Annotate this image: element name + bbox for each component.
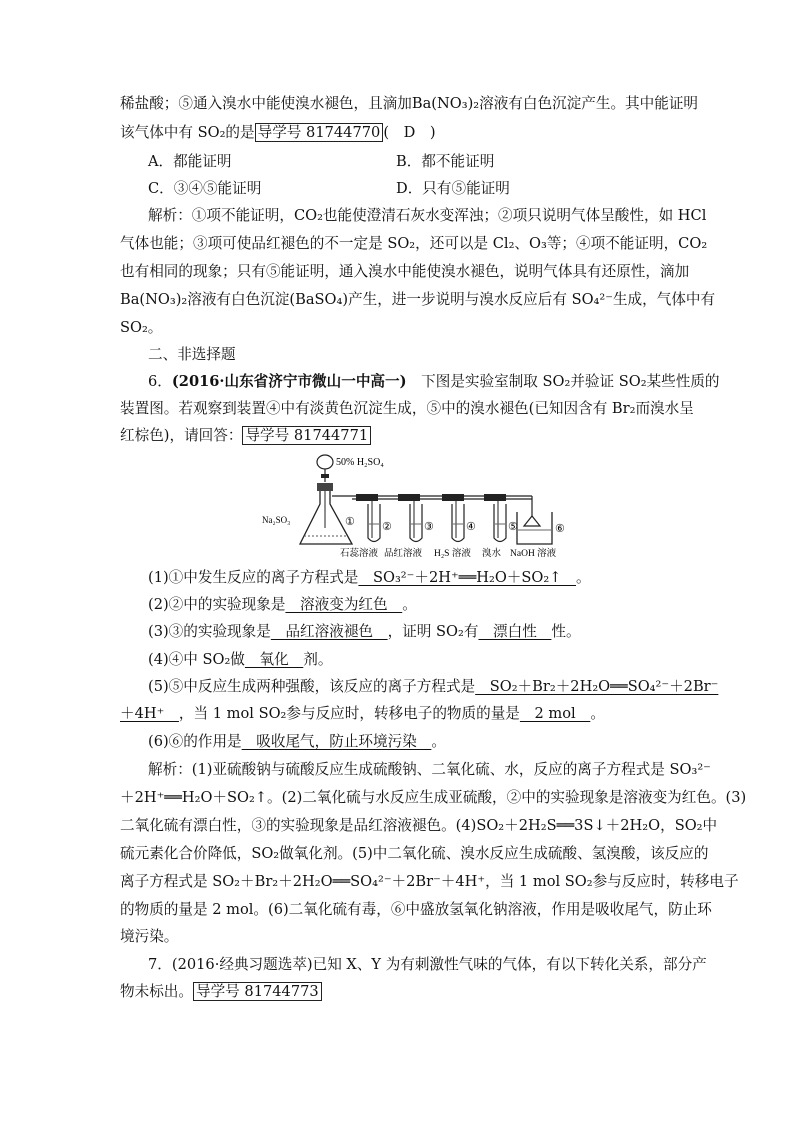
q6-answer-3 <box>148 622 708 642</box>
funnel-stopcock <box>321 474 329 478</box>
q5-option-b: B．都不能证明 <box>396 153 495 170</box>
q5-answer: ( D ) <box>383 124 436 141</box>
q6-answer-1 <box>148 568 708 588</box>
q6-a6-prompt: (6)⑥的作用是 <box>148 733 242 750</box>
q6-a4-prompt: (4)④中 SO₂做 <box>148 651 245 668</box>
q6-answer-5 <box>148 677 719 697</box>
q6-solution-4: 硫元素化合价降低，SO₂做氧化剂。(5)中二氧化硫、溴水反应生成硫酸、氢溴酸，该反应的 <box>120 845 709 862</box>
q6-answer-4 <box>148 650 708 670</box>
q5-solution-4: Ba(NO₃)₂溶液有白色沉淀(BaSO₄)产生，进一步说明与溴水反应后有 SO₄²⁻生成，气体中有 <box>120 291 716 308</box>
q5-option-a: A．都能证明 <box>148 153 232 170</box>
caption-4: 溴水 <box>482 549 502 559</box>
funnel-bulb <box>317 455 333 469</box>
q6-solution-1: 解析：(1)亚硫酸钠与硫酸反应生成硫酸钠、二氧化硫、水，反应的离子方程式是 SO₃²⁻ <box>148 761 711 778</box>
label-1: ① <box>345 516 355 528</box>
q5-solution-1: 解析：①项不能证明，CO₂也能使澄清石灰水变浑浊；②项只说明气体呈酸性，如 HCl <box>148 207 707 224</box>
caption-3: H₂S 溶液 <box>434 549 471 559</box>
q6-a5-prompt: (5)⑤中反应生成两种强酸，该反应的离子方程式是 <box>148 678 476 695</box>
test-tube-4 <box>494 499 506 542</box>
apparatus-diagram <box>262 450 572 560</box>
q6-a3-end: 性。 <box>551 623 581 640</box>
rubber-connector-2 <box>398 494 420 501</box>
q7-line-1: 7．(2016·经典习题选萃)已知 X、Y 为有刺激性气味的气体，有以下转化关系，部分产 <box>148 956 707 973</box>
q5-option-c: C．③④⑤能证明 <box>148 180 262 197</box>
label-2: ② <box>382 521 392 533</box>
q6-solution-6: 的物质的量是 2 mol。(6)二氧化硫有毒，⑥中盛放氢氧化钠溶液，作用是吸收尾气，防止环 <box>120 901 712 918</box>
q6-a3-prompt: (3)③的实验现象是 <box>148 623 271 640</box>
q6-source: (2016·山东省济宁市微山一中高一) <box>171 373 407 390</box>
q6-a3-answer-2: 漂白性 <box>478 623 552 640</box>
q6-a6-end: 。 <box>431 733 446 750</box>
q6-a1-end: 。 <box>576 569 591 586</box>
caption-5: NaOH 溶液 <box>510 549 557 559</box>
q6-a2-end: 。 <box>402 596 417 613</box>
q5-line-2 <box>120 123 680 143</box>
test-tube-2 <box>410 499 422 542</box>
q6-a5-end: 。 <box>590 705 605 722</box>
q6-solution-7: 境污染。 <box>120 928 179 945</box>
label-4: ④ <box>466 521 476 533</box>
flask-stopper <box>317 483 333 491</box>
rubber-connector-4 <box>484 494 506 501</box>
q7-line-2 <box>120 982 680 1002</box>
q6-a5-answer-2: ＋4H⁺ <box>120 705 179 722</box>
label-3: ③ <box>424 521 434 533</box>
q6-a3-answer: 品红溶液褪色 <box>270 623 388 640</box>
test-tube-3 <box>452 499 464 542</box>
q6-line-1 <box>148 372 720 392</box>
q6-a2-answer: 溶液变为红色 <box>285 596 403 613</box>
q6-a5-middle: ，当 1 mol SO₂参与反应时，转移电子的物质的量是 <box>178 705 520 722</box>
label-6: ⑥ <box>555 523 565 535</box>
q5-line-1: 稀盐酸；⑤通入溴水中能使溴水褪色，且滴加Ba(NO₃)₂溶液有白色沉淀产生。其中能证明 <box>120 95 699 112</box>
q6-a4-answer: 氧化 <box>244 651 304 668</box>
q6-a1-answer: SO₃²⁻＋2H⁺══H₂O＋SO₂↑ <box>358 569 577 586</box>
q6-a3-middle: ，证明 SO₂有 <box>387 623 479 640</box>
q6-solution-2: ＋2H⁺══H₂O＋SO₂↑。(2)二氧化硫与水反应生成亚硫酸，②中的实验现象是溶液变为红色。(3) <box>120 789 747 806</box>
q6-number: 6． <box>148 373 172 390</box>
q6-answer-2 <box>148 595 708 615</box>
q6-solution-5: 离子方程式是 SO₂＋Br₂＋2H₂O══SO₄²⁻＋2Br⁻＋4H⁺，当 1 mol SO₂参与反应时，转移电子 <box>120 873 739 890</box>
q6-answer-6 <box>148 732 708 752</box>
q5-solution-2: 气体也能；③项可使品红褪色的不一定是 SO₂，还可以是 Cl₂、O₃等；④项不能证明，CO₂ <box>120 235 708 252</box>
label-5: ⑤ <box>508 521 518 533</box>
q7-guide-code: 导学号 81744773 <box>193 982 322 1001</box>
rubber-connector-1 <box>356 494 378 501</box>
q6-a5-answer: SO₂＋Br₂＋2H₂O══SO₄²⁻＋2Br⁻ <box>475 678 719 695</box>
test-tube-1 <box>368 499 380 542</box>
q6-a2-prompt: (2)②中的实验现象是 <box>148 596 286 613</box>
salt-label: Na₂SO₃ <box>262 515 291 525</box>
q6-line-2: 装置图。若观察到装置④中有淡黄色沉淀生成，⑤中的溴水褪色(已知因含有 Br₂而溴水呈 <box>120 400 694 417</box>
q6-a4-end: 剂。 <box>303 651 333 668</box>
q6-solution-3: 二氧化硫有漂白性，③的实验现象是品红溶液褪色。(4)SO₂＋2H₂S══3S↓＋2H₂O，SO₂中 <box>120 817 718 834</box>
q5-line-2-text: 该气体中有 SO₂的是 <box>120 124 255 141</box>
caption-1: 石蕊溶液 <box>340 549 379 559</box>
q5-option-d: D．只有⑤能证明 <box>396 180 510 197</box>
acid-label: 50% H₂SO₄ <box>336 457 384 468</box>
q5-guide-code: 导学号 81744770 <box>255 123 384 142</box>
beaker <box>517 496 552 544</box>
q6-line-1-text: 下图是实验室制取 SO₂并验证 SO₂某些性质的 <box>406 373 720 390</box>
q6-a6-answer: 吸收尾气，防止环境污染 <box>241 733 432 750</box>
q6-line-3-text: 红棕色)，请回答： <box>120 427 243 444</box>
q6-answer-5-cont <box>120 704 680 724</box>
q7-line-2-text: 物未标出。 <box>120 983 193 1000</box>
q5-solution-3: 也有相同的现象；只有⑤能证明，通入溴水中能使溴水褪色，说明气体具有还原性，滴加 <box>120 263 690 280</box>
rubber-connector-3 <box>442 494 464 501</box>
q6-a5-answer-3: 2 mol <box>519 705 591 722</box>
q6-a1-prompt: (1)①中发生反应的离子方程式是 <box>148 569 359 586</box>
q6-guide-code: 导学号 81744771 <box>242 426 371 445</box>
caption-2: 品红溶液 <box>384 549 423 559</box>
q6-line-3 <box>120 426 680 446</box>
q5-solution-5: SO₂。 <box>120 319 163 336</box>
section-heading: 二、非选择题 <box>148 346 236 363</box>
